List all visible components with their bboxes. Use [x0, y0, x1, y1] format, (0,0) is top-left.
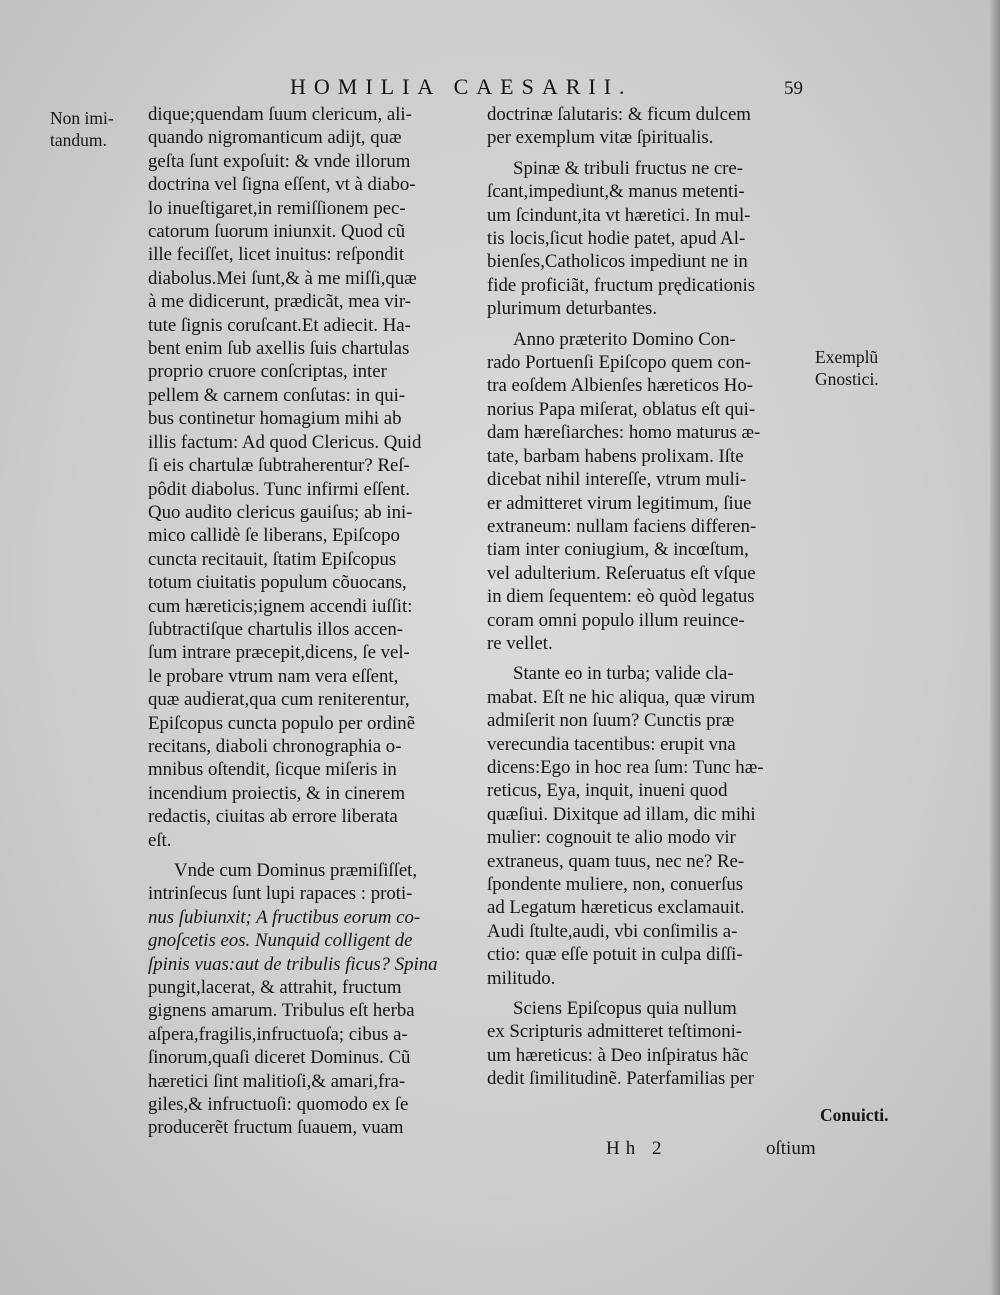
text-line: dam hæreſiarches: homo maturus æ- [487, 422, 761, 444]
text-line: ſi eis chartulæ ſubtraherentur? Reſ- [148, 455, 410, 477]
text-line: aſpera,fragilis,infructuoſa; cibus a- [148, 1023, 408, 1045]
text-line: per exemplum vitæ ſpiritualis. [487, 127, 714, 149]
running-head: HOMILIA CAESARII. [290, 74, 633, 99]
text-line: um hæreticus: à Deo inſpiratus hãc [487, 1044, 749, 1066]
left-text-column [148, 103, 473, 1140]
text-line: ſum intrare præcepit,dicens, ſe vel- [148, 642, 410, 664]
text-line: quando nigromanticum adijt, quæ [148, 127, 402, 149]
text-line: producerẽt fructum ſuauem, vuam [148, 1117, 404, 1139]
text-line: catorum ſuorum iniunxit. Quod cũ [148, 221, 406, 243]
text-line: coram omni populo illum reuince- [487, 609, 745, 631]
text-line: Vnde cum Dominus præmiſiſſet, [174, 860, 418, 881]
text-line: mico callidè ſe liberans, Epiſcopo [148, 525, 400, 547]
text-line: doctrinæ ſalutaris: & ficum dulcem [487, 104, 751, 125]
text-line: tate, barbam habens prolixam. Iſte [487, 445, 744, 467]
text-line: gignens amarum. Tribulus eſt herba [148, 1000, 415, 1022]
text-line: norius Papa miſerat, oblatus eſt qui- [487, 398, 756, 420]
text-line: doctrina vel ſigna eſſent, vt à diabo- [148, 174, 416, 196]
text-line: ad Legatum hæreticus exclamauit. [487, 897, 745, 919]
text-line: quæ audierat,qua cum reniterentur, [148, 689, 410, 711]
margin-note-conuicti: Conuicti. [820, 1105, 889, 1125]
text-line: Sciens Epiſcopus quia nullum [513, 998, 737, 1020]
text-line: ille feciſſet, licet inuitus: reſpondit [148, 244, 405, 266]
text-line: um ſcindunt,ita vt hæretici. In mul- [487, 204, 751, 226]
text-line: mnibus oſtendit, ſicque miſeris in [148, 759, 397, 781]
text-line: mulier: cognouit te alio modo vir [487, 827, 736, 849]
text-line: Anno præterito Domino Con- [513, 328, 736, 350]
text-line: Spinæ & tribuli fructus ne cre- [513, 157, 744, 179]
margin-note-exemplum-1: Exemplũ [815, 347, 879, 367]
text-line: dique;quendam ſuum clericum, ali- [148, 104, 412, 125]
page-edge-shadow [990, 0, 1000, 1295]
folio-number: 59 [784, 78, 803, 99]
catchword: oſtium [766, 1138, 816, 1159]
signature-mark: Hh 2 [606, 1138, 668, 1159]
text-line: ſinorum,quaſi diceret Dominus. Cũ [148, 1047, 411, 1069]
text-line: tute ſignis coruſcant.Et adiecit. Ha- [148, 314, 411, 336]
text-line: dicebat nihil intereſſe, vtrum muli- [487, 469, 747, 491]
text-line: pungit,lacerat, & attrahit, fructum [148, 977, 402, 999]
text-line: extraneus, quam tuus, nec ne? Re- [487, 850, 745, 872]
text-line: cuncta recitauit, ſtatim Epiſcopus [148, 548, 397, 570]
text-line: lo inueſtigaret,in remiſſionem pec- [148, 197, 406, 219]
text-line: reticus, Eya, inquit, inueni quod [487, 780, 728, 802]
text-line: ſubtractiſque chartulis illos accen- [148, 618, 404, 640]
margin-note-non-imitandum-1: Non imi- [50, 108, 114, 128]
text-line: ſpinis vuas:aut de tribulis ficus? Spina [148, 953, 438, 975]
text-line: redactis, ciuitas ab errore liberata [148, 806, 398, 828]
text-line: fide proficiãt, fructum prędicationis [487, 274, 756, 296]
text-line: verecundia tacentibus: erupit vna [487, 733, 736, 755]
text-line: extraneum: nullam faciens differen- [487, 515, 757, 537]
text-line: giles,& infructuoſi: quomodo ex ſe [148, 1094, 409, 1116]
text-line: nus ſubiunxit; A fructibus eorum co- [148, 906, 421, 928]
text-line: hæretici ſint malitioſi,& amari,fra- [148, 1070, 406, 1092]
text-line: bienſes,Catholicos impediunt ne in [487, 251, 748, 273]
text-line: proprio cruore conſcriptas, inter [148, 361, 387, 383]
text-line: geſta ſunt expoſuit: & vnde illorum [148, 150, 411, 172]
text-line: dicens:Ego in hoc rea ſum: Tunc hæ- [487, 756, 764, 778]
text-line: ſpondente muliere, non, conuerſus [487, 874, 744, 895]
text-line: le probare vtrum nam vera eſſent, [148, 665, 399, 687]
text-line: Stante eo in turba; valide cla- [513, 663, 734, 685]
text-line: Epiſcopus cuncta populo per ordinẽ [148, 712, 416, 734]
text-line: cum hæreticis;ignem accendi iuſſit: [148, 595, 413, 617]
text-line: recitans, diaboli chronographia o- [148, 735, 402, 757]
text-line: militudo. [487, 967, 556, 989]
text-line: ex Scripturis admitteret teſtimoni- [487, 1021, 743, 1043]
text-line: ſcant,impediunt,& manus metenti- [487, 181, 745, 203]
text-line: gnoſcetis eos. Nunquid colligent de [148, 930, 413, 952]
text-line: ctio: quæ eſſe potuit in culpa diſſi- [487, 944, 743, 966]
text-line: à me didicerunt, prædicãt, mea vir- [148, 291, 411, 313]
margin-note-non-imitandum-2: tandum. [50, 130, 107, 150]
text-line: admiſerit non ſuum? Cunctis præ [487, 710, 735, 732]
text-line: tiam inter coniugium, & incœſtum, [487, 539, 749, 561]
text-line: er admitteret virum legitimum, ſiue [487, 492, 752, 514]
text-line: plurimum deturbantes. [487, 298, 658, 320]
margin-note-exemplum-2: Gnostici. [815, 369, 879, 389]
right-text-column [487, 103, 815, 1091]
text-line: quæſiui. Dixitque ad illam, dic mihi [487, 803, 756, 825]
text-line: Audi ſtulte,audi, vbi conſimilis a- [487, 920, 738, 942]
text-line: re vellet. [487, 632, 553, 654]
text-line: eſt. [148, 829, 172, 851]
text-line: rado Portuenſi Epiſcopo quem con- [487, 352, 751, 374]
text-line: tis locis,ſicut hodie patet, apud Al- [487, 228, 746, 250]
text-line: dedit ſimilitudinẽ. Paterfamilias per [487, 1068, 755, 1090]
text-line: incendium proiectis, & in cinerem [148, 782, 406, 804]
text-line: Quo audito clericus gauiſus; ab ini- [148, 501, 413, 523]
text-line: totum ciuitatis populum cõuocans, [148, 572, 407, 594]
text-line: vel adulterium. Reſeruatus eſt vſque [487, 562, 756, 584]
text-line: bus continetur homagium mihi ab [148, 408, 402, 430]
text-line: bent enim ſub axellis ſuis chartulas [148, 338, 410, 360]
text-line: intrinſecus ſunt lupi rapaces : proti- [148, 883, 413, 905]
text-line: diabolus.Mei ſunt,& à me miſſi,quæ [148, 267, 417, 289]
text-line: mabat. Eſt ne hic aliqua, quæ virum [487, 686, 756, 708]
text-line: tra eoſdem Albienſes hæreticos Ho- [487, 375, 753, 397]
text-line: in diem ſequentem: eò quòd legatus [487, 586, 755, 608]
text-line: pôdit diabolus. Tunc infirmi eſſent. [148, 478, 410, 500]
text-line: pellem & carnem conſutas: in qui- [148, 384, 406, 406]
text-line: illis factum: Ad quod Clericus. Quid [148, 431, 422, 453]
